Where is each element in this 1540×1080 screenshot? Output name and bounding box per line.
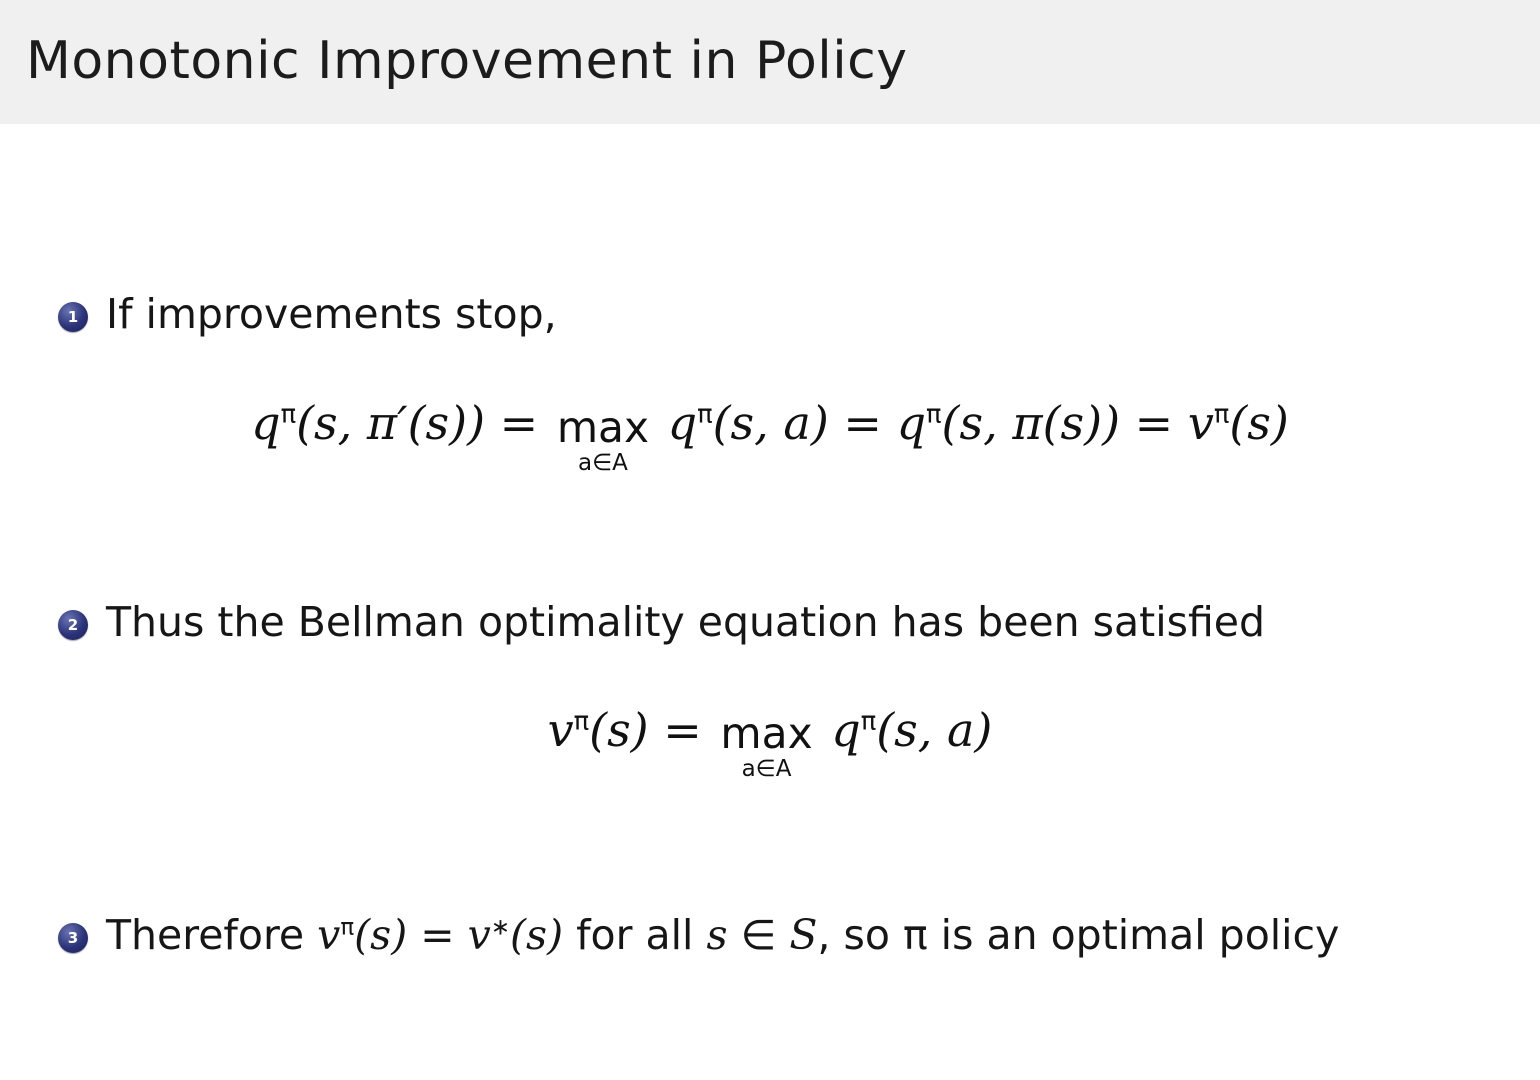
item3-v2-args: (s) bbox=[510, 910, 564, 959]
item3-v1-args: (s) bbox=[354, 910, 408, 959]
eq1-equals-2: = bbox=[843, 396, 882, 451]
eq1-term2-args: (s, a) bbox=[712, 396, 829, 451]
list-item-label: Thus the Bellman optimality equation has been satisfied bbox=[106, 598, 1266, 647]
eq2-rhs-symbol: q bbox=[831, 702, 861, 757]
bullet-number-2: 2 bbox=[58, 610, 88, 640]
eq1-term3-symbol: q bbox=[896, 396, 927, 451]
eq1-max-operator bbox=[556, 402, 650, 477]
item3-v1-superscript: π bbox=[340, 913, 355, 940]
list-item-label: If improvements stop, bbox=[106, 290, 557, 338]
list-item bbox=[0, 290, 1540, 338]
eq2-max-operator bbox=[720, 708, 813, 783]
item3-state-symbol: s bbox=[706, 910, 728, 959]
item3-mid: for all bbox=[563, 910, 707, 959]
item3-v2-symbol: v bbox=[467, 910, 491, 959]
eq1-equals-3: = bbox=[1134, 396, 1174, 451]
eq1-term4-superscript: π bbox=[1213, 400, 1230, 431]
list-item bbox=[0, 911, 1540, 959]
bullet-number-3: 3 bbox=[58, 923, 88, 953]
item3-tail: is an optimal policy bbox=[927, 910, 1340, 959]
eq1-lhs-superscript: π bbox=[280, 400, 297, 431]
eq2-lhs-symbol: v bbox=[547, 702, 574, 757]
eq1-term3-args: (s, π(s)) bbox=[941, 396, 1121, 451]
item3-suffix: , so bbox=[817, 910, 903, 959]
eq2-max-subscript: a∈A bbox=[741, 756, 792, 783]
eq1-term2-superscript: π bbox=[697, 400, 713, 431]
bullet-number-1: 1 bbox=[58, 302, 88, 332]
eq1-term4-symbol: v bbox=[1187, 396, 1214, 451]
item3-pi-symbol: π bbox=[902, 910, 928, 959]
eq1-lhs-symbol: q bbox=[251, 396, 281, 451]
slide-content bbox=[0, 290, 1540, 959]
list-item bbox=[0, 598, 1540, 646]
eq2-lhs-args: (s) bbox=[589, 702, 649, 757]
eq2-equals: = bbox=[663, 702, 702, 757]
item3-v2-superscript: ∗ bbox=[490, 913, 511, 940]
item3-state-set-symbol: S bbox=[789, 910, 818, 959]
eq1-term3-superscript: π bbox=[926, 400, 942, 431]
eq2-rhs-args: (s, a) bbox=[876, 702, 993, 757]
eq1-lhs-args: (s, π′(s)) bbox=[296, 396, 486, 451]
item3-element-of: ∈ bbox=[727, 910, 790, 959]
item3-prefix: Therefore bbox=[106, 910, 318, 959]
page-title: Monotonic Improvement in Policy bbox=[26, 31, 908, 92]
eq1-term2-symbol: q bbox=[667, 396, 698, 451]
slide-title-bar bbox=[0, 0, 1540, 124]
item3-v1-symbol: v bbox=[317, 910, 341, 959]
equation-1 bbox=[0, 396, 1540, 476]
list-item-label-3 bbox=[106, 911, 1339, 959]
eq1-equals-1: = bbox=[499, 396, 539, 451]
eq2-lhs-superscript: π bbox=[573, 706, 590, 737]
eq2-rhs-superscript: π bbox=[860, 706, 877, 737]
item3-equals: = bbox=[407, 910, 468, 959]
eq1-max-label: max bbox=[556, 402, 650, 452]
equation-2 bbox=[0, 703, 1540, 783]
eq1-term4-args: (s) bbox=[1229, 396, 1289, 451]
eq2-max-label: max bbox=[720, 708, 813, 758]
eq1-max-subscript: a∈A bbox=[577, 449, 628, 476]
